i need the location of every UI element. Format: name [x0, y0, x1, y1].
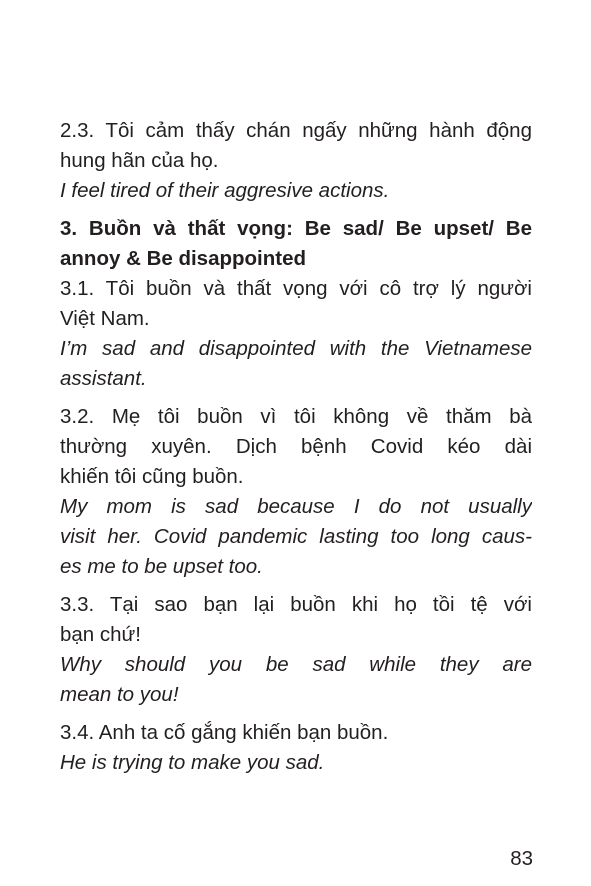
english-translation-line: es me to be upset too. [60, 555, 263, 578]
entry-3-4 [60, 718, 532, 778]
vietnamese-sentence-line: 3.4. Anh ta cố gắng khiến bạn buồn. [60, 721, 389, 744]
vietnamese-sentence-line: 2.3. Tôi cảm thấy chán ngấy những hành động [60, 119, 532, 142]
spacer [60, 394, 532, 402]
spacer [60, 710, 532, 718]
entry-3-1 [60, 274, 532, 394]
vietnamese-sentence-line: thường xuyên. Dịch bệnh Covid kéo dài [60, 435, 532, 458]
vietnamese-sentence-line: khiến tôi cũng buồn. [60, 465, 244, 488]
vietnamese-sentence-line: hung hãn của họ. [60, 149, 219, 172]
english-translation-line: mean to you! [60, 683, 179, 706]
vietnamese-sentence-line: Việt Nam. [60, 307, 150, 330]
section-heading-line: 3. Buồn và thất vọng: Be sad/ Be upset/ Be [60, 217, 532, 240]
entry-2-3 [60, 116, 532, 206]
english-translation-line: assistant. [60, 367, 147, 390]
english-translation-line: I’m sad and disappointed with the Vietnamese [60, 337, 532, 360]
section-heading-line: annoy & Be disappointed [60, 247, 307, 270]
english-translation-line: My mom is sad because I do not usually [60, 495, 532, 518]
english-translation-line: I feel tired of their aggresive actions. [60, 179, 390, 202]
vietnamese-sentence-line: bạn chứ! [60, 623, 141, 646]
spacer [60, 582, 532, 590]
english-translation-line: Why should you be sad while they are [60, 653, 532, 676]
page-number: 83 [510, 847, 533, 870]
vietnamese-sentence-line: 3.2. Mẹ tôi buồn vì tôi không về thăm bà [60, 405, 532, 428]
section-heading-3 [60, 214, 532, 274]
entry-3-2 [60, 402, 532, 582]
page-body [60, 116, 532, 778]
english-translation-line: visit her. Covid pandemic lasting too long caus- [60, 525, 532, 548]
spacer [60, 206, 532, 214]
entry-3-3 [60, 590, 532, 710]
english-translation-line: He is trying to make you sad. [60, 751, 325, 774]
vietnamese-sentence-line: 3.1. Tôi buồn và thất vọng với cô trợ lý người [60, 277, 532, 300]
vietnamese-sentence-line: 3.3. Tại sao bạn lại buồn khi họ tồi tệ với [60, 593, 532, 616]
